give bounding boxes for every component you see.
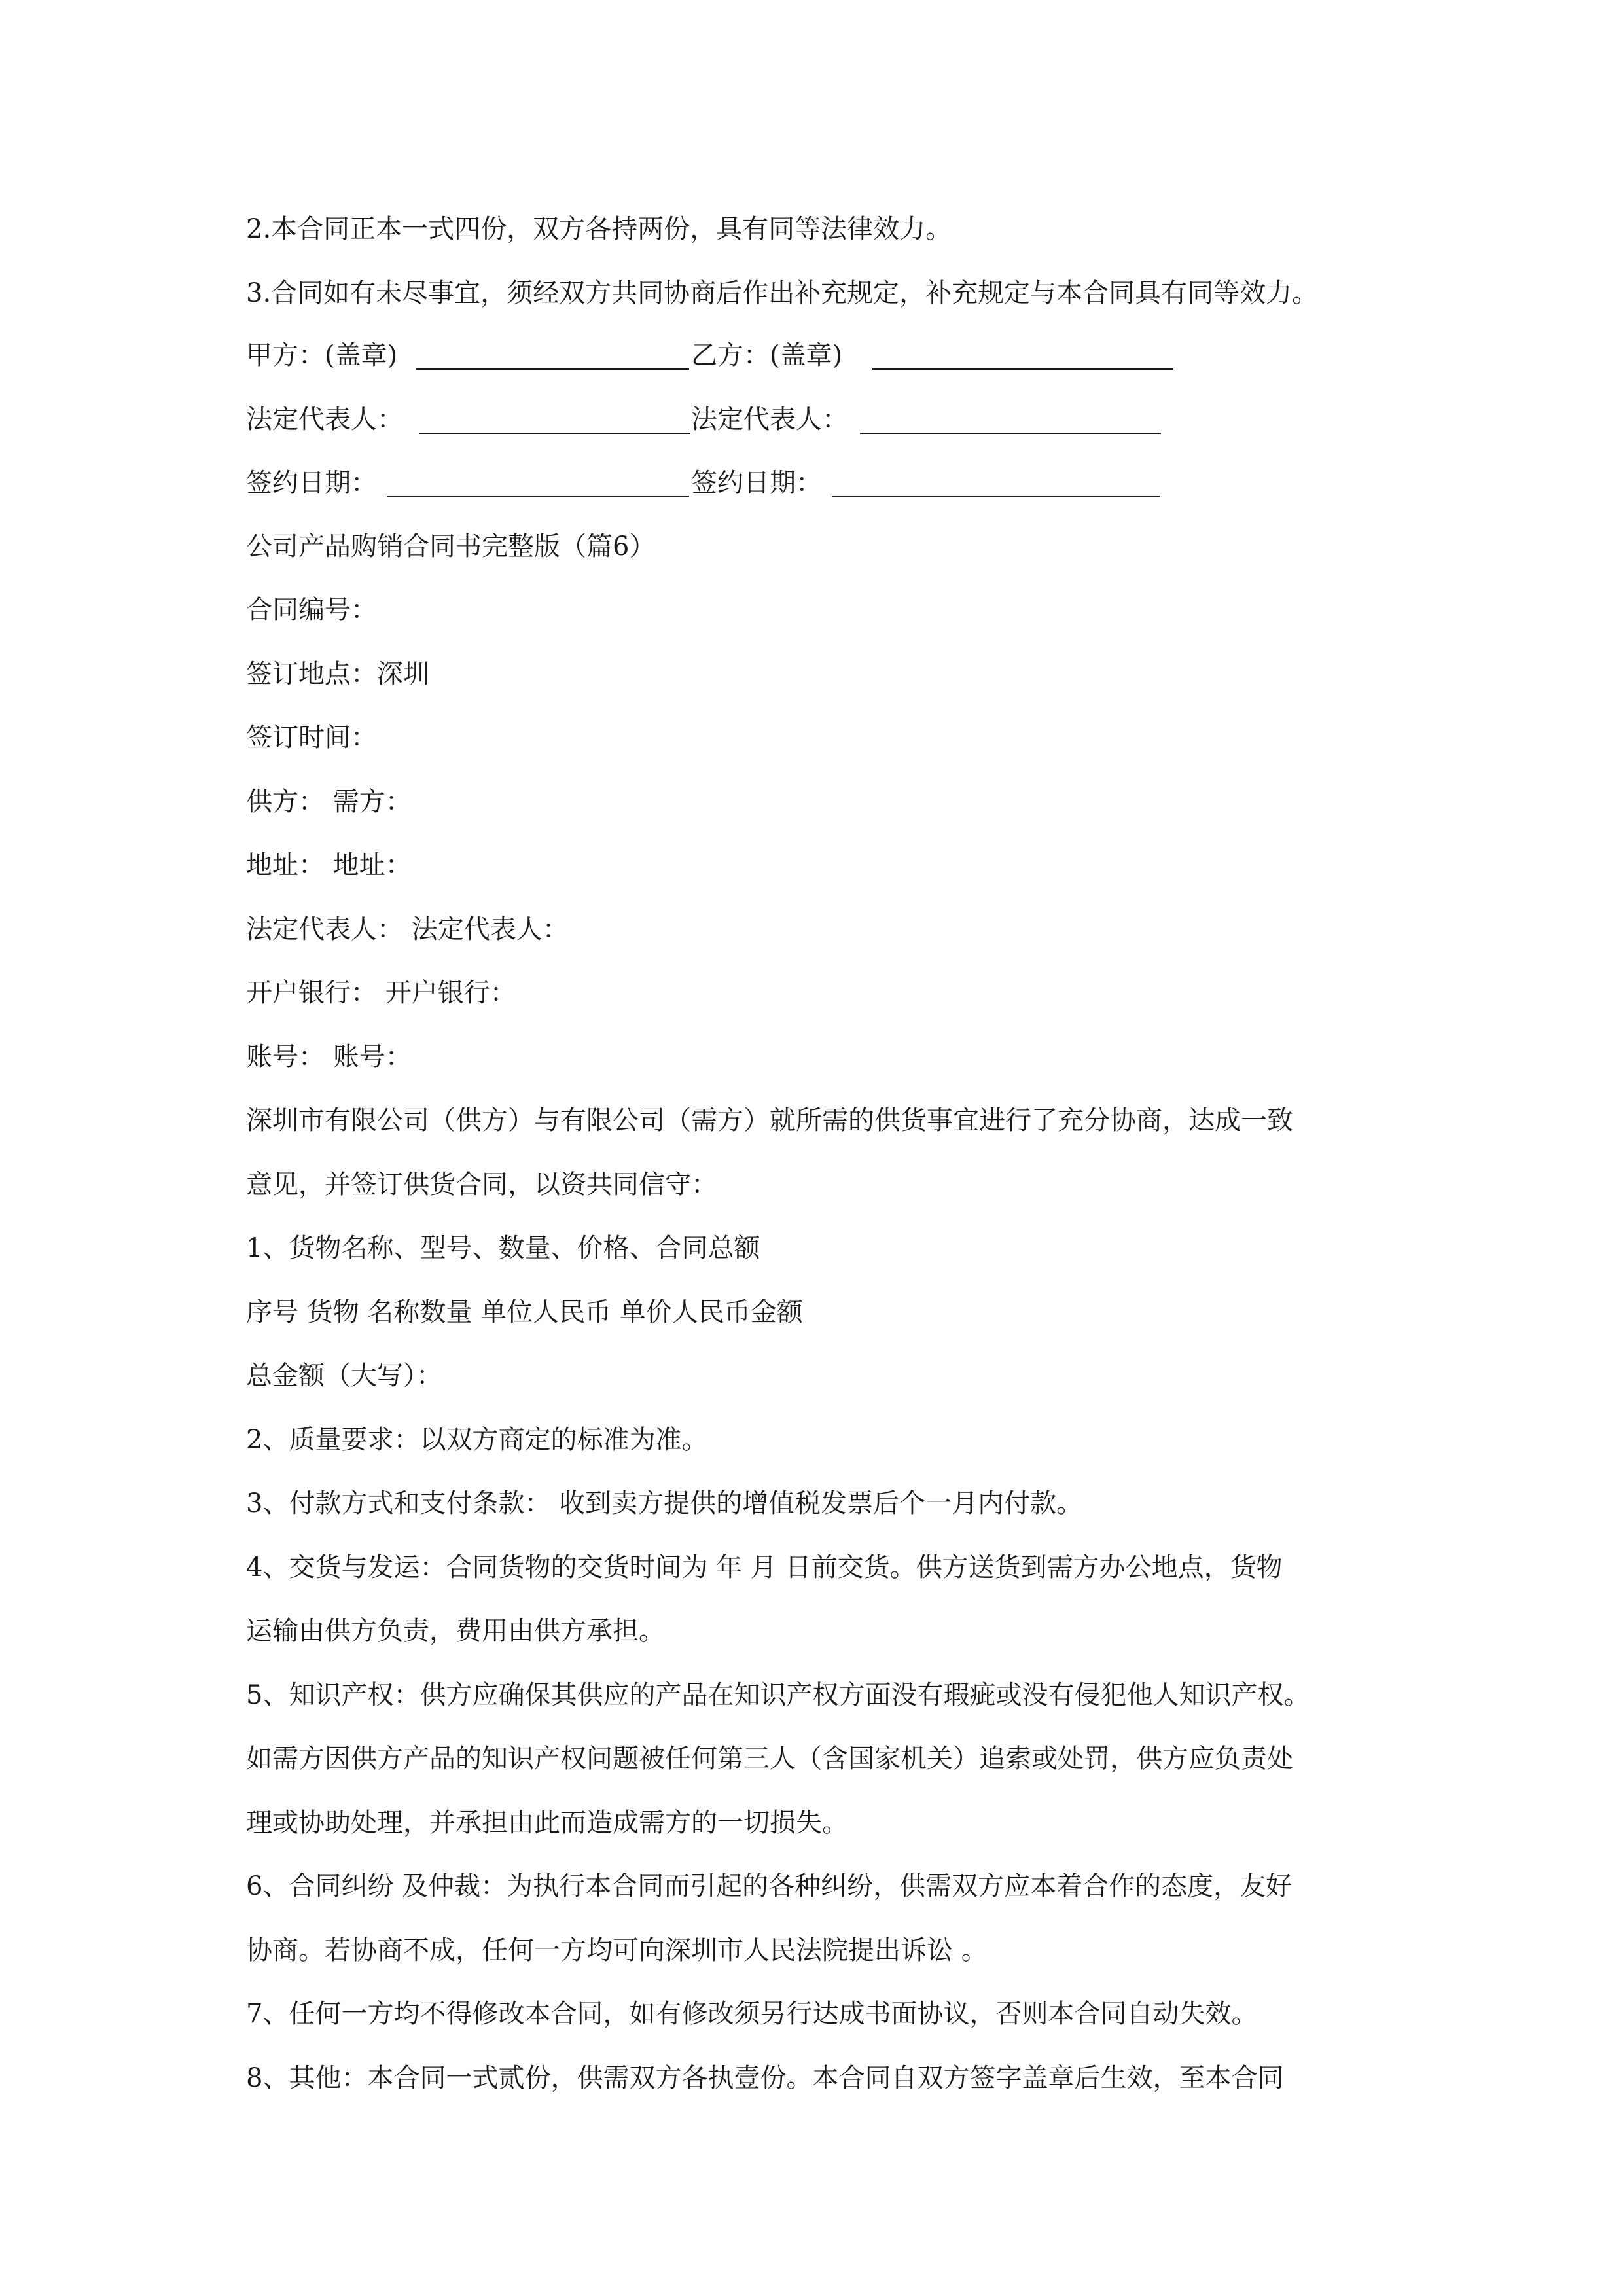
sign-place-field: 签订地点：深圳 — [246, 659, 429, 689]
party-b-seal-blank — [872, 368, 1173, 370]
intro-line-1: 深圳市有限公司（供方）与有限公司（需方）就所需的供货事宜进行了充分协商，达成一致 — [246, 1105, 1293, 1136]
clause-3: 3、付款方式和支付条款： 收到卖方提供的增值税发票后个一月内付款。 — [246, 1488, 1083, 1518]
clause-4-line-1: 4、交货与发运：合同货物的交货时间为 年 月 日前交货。供方送货到需方办公地点，货物 — [246, 1552, 1283, 1583]
party-a-seal-label: 甲方：(盖章) — [246, 340, 398, 370]
contract-number-field: 合同编号： — [246, 595, 377, 625]
clause-2: 2、质量要求：以双方商定的标准为准。 — [246, 1425, 708, 1455]
closing-clause-2: 2.本合同正本一式四份，双方各持两份，具有同等法律效力。 — [246, 214, 952, 244]
supplier-buyer-field: 供方： 需方： — [246, 787, 412, 817]
party-a-seal-blank — [416, 368, 689, 370]
clause-5-line-2: 如需方因供方产品的知识产权问题被任何第三人（含国家机关）追索或处罚，供方应负责处 — [246, 1744, 1293, 1774]
account-field: 账号： 账号： — [246, 1042, 412, 1072]
bank-field: 开户银行： 开户银行： — [246, 978, 516, 1008]
clause-5-line-1: 5、知识产权：供方应确保其供应的产品在知识产权方面没有瑕疵或没有侵犯他人知识产权。 — [246, 1680, 1310, 1710]
sign-date-b-blank — [832, 496, 1160, 497]
total-amount-field: 总金额（大写）： — [246, 1361, 442, 1391]
sign-date-a-blank — [387, 496, 689, 497]
clause-6-line-2: 协商。若协商不成，任何一方均可向深圳市人民法院提出诉讼 。 — [246, 1935, 988, 1965]
signature-row-seal — [246, 336, 1175, 375]
clause-7: 7、任何一方均不得修改本合同，如有修改须另行达成书面协议，否则本合同自动失效。 — [246, 1999, 1258, 2029]
legal-rep-a-blank — [419, 433, 690, 434]
clause-4-line-2: 运输由供方负责，费用由供方承担。 — [246, 1616, 665, 1646]
goods-table-header: 序号 货物 名称数量 单位人民币 单价人民币金额 — [246, 1297, 803, 1327]
legal-rep-field: 法定代表人： 法定代表人： — [246, 914, 569, 944]
section-title: 公司产品购销合同书完整版（篇6） — [246, 531, 656, 562]
intro-line-2: 意见，并签订供货合同，以资共同信守： — [246, 1170, 717, 1200]
closing-clause-3: 3.合同如有未尽事宜，须经双方共同协商后作出补充规定，补充规定与本合同具有同等效力。 — [246, 278, 1319, 308]
clause-1-title: 1、货物名称、型号、数量、价格、合同总额 — [246, 1233, 760, 1263]
signature-row-legal-rep — [246, 400, 1175, 439]
signature-row-date — [246, 463, 1175, 503]
sign-date-b-label: 签约日期： — [691, 468, 822, 498]
legal-rep-b-blank — [860, 433, 1161, 434]
clause-6-line-1: 6、合同纠纷 及仲裁：为执行本合同而引起的各种纠纷，供需双方应本着合作的态度，友好 — [246, 1871, 1293, 1901]
legal-rep-b-label: 法定代表人： — [691, 404, 848, 435]
legal-rep-a-label: 法定代表人： — [246, 404, 403, 435]
clause-8: 8、其他：本合同一式贰份，供需双方各执壹份。本合同自双方签字盖章后生效，至本合同 — [246, 2063, 1284, 2093]
clause-5-line-3: 理或协助处理，并承担由此而造成需方的一切损失。 — [246, 1808, 848, 1838]
sign-date-a-label: 签约日期： — [246, 468, 377, 498]
sign-time-field: 签订时间： — [246, 723, 377, 753]
address-field: 地址： 地址： — [246, 850, 412, 880]
party-b-seal-label: 乙方：(盖章) — [691, 340, 843, 370]
